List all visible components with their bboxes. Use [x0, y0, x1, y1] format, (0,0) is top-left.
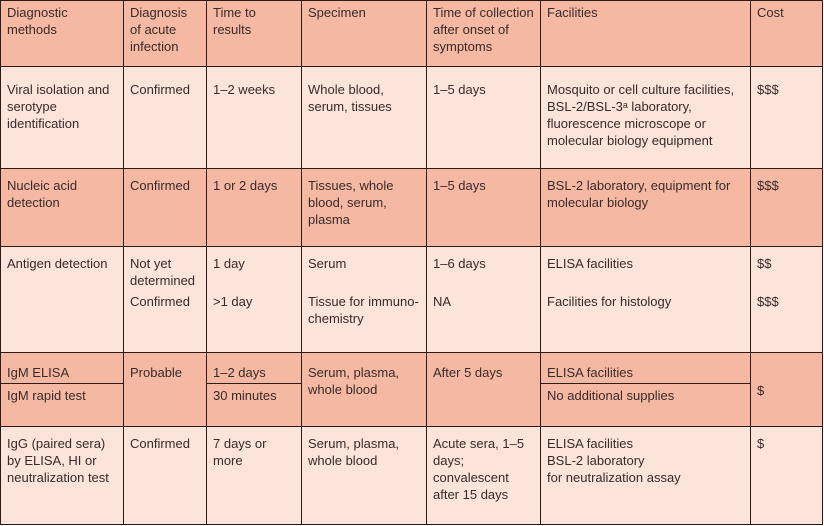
cell-collection: 1–5 days: [427, 169, 541, 247]
cell-specimen: Whole blood, serum, tissues: [302, 67, 427, 169]
collection-antigen-a: 1–6 days: [433, 256, 486, 271]
cell-time: 7 days or more: [207, 427, 302, 525]
specimen-serum: Serum: [308, 256, 347, 271]
diagnosis-undetermined: Not yet determined: [130, 256, 196, 288]
specimen-tissue: Tissue for immuno-chemistry: [308, 294, 419, 326]
cell-facilities: BSL-2 laboratory, equipment for molecular biology: [541, 169, 751, 247]
header-diagnosis: Diagnosis of acute infection: [124, 1, 207, 67]
header-row: [1, 1, 823, 67]
time-antigen-tissue: >1 day: [213, 294, 253, 309]
diagnosis-confirmed: Confirmed: [130, 294, 190, 309]
cell-time: 1–2 weeks: [207, 67, 302, 169]
cell-facilities: Mosquito or cell culture facilities, BSL-2/BSL-3ᵃ laboratory, fluorescence microscope or molecular biology equipment: [541, 67, 751, 169]
header-specimen: Specimen: [302, 1, 427, 67]
cell-diagnosis: [124, 247, 207, 353]
facilities-igg-bsl2: BSL-2 laboratory: [547, 453, 645, 468]
time-igm-rapid: 30 minutes: [213, 388, 277, 403]
header-time: Time to results: [207, 1, 302, 67]
cell-method: Antigen detection: [1, 247, 124, 353]
facilities-igm-rapid: No additional supplies: [547, 388, 675, 403]
table-row-igm: [1, 353, 823, 427]
cell-time: [207, 353, 302, 427]
header-methods: Diagnostic methods: [1, 1, 124, 67]
cell-specimen: [302, 247, 427, 353]
facilities-elisa: ELISA facilities: [547, 256, 633, 271]
cell-collection: 1–5 days: [427, 67, 541, 169]
cell-cost: $$$: [751, 169, 823, 247]
cell-method: Viral isolation and serotype identification: [1, 67, 124, 169]
table-row-igg: [1, 427, 823, 525]
cell-time: [207, 247, 302, 353]
header-collection: Time of collection after onset of symptoms: [427, 1, 541, 67]
facilities-histology: Facilities for histology: [547, 294, 672, 309]
cell-diagnosis: Confirmed: [124, 67, 207, 169]
cell-specimen: Tissues, whole blood, serum, plasma: [302, 169, 427, 247]
facilities-igm-elisa: ELISA facilities: [541, 353, 750, 384]
header-cost: Cost: [751, 1, 823, 67]
cell-facilities: [541, 247, 751, 353]
facilities-igg-elisa: ELISA facilities: [547, 436, 633, 451]
cell-diagnosis: Confirmed: [124, 427, 207, 525]
facilities-igg-neutralization: for neutralization assay: [547, 470, 681, 485]
cell-facilities: [541, 427, 751, 525]
cell-specimen: Serum, plasma, whole blood: [302, 353, 427, 427]
table-row-viral: [1, 67, 823, 169]
cost-antigen-a: $$: [757, 256, 772, 271]
cell-specimen: Serum, plasma, whole blood: [302, 427, 427, 525]
cell-time: 1 or 2 days: [207, 169, 302, 247]
cell-method: IgG (paired sera) by ELISA, HI or neutralization test: [1, 427, 124, 525]
cell-cost: $: [751, 353, 823, 427]
header-facilities: Facilities: [541, 1, 751, 67]
cell-diagnosis: Probable: [124, 353, 207, 427]
cell-collection: Acute sera, 1–5 days; convalescent after 15 days: [427, 427, 541, 525]
cell-cost: $: [751, 427, 823, 525]
cell-method: Nucleic acid detection: [1, 169, 124, 247]
cell-diagnosis: Confirmed: [124, 169, 207, 247]
method-igm-rapid: IgM rapid test: [7, 388, 86, 403]
cell-collection: [427, 247, 541, 353]
method-igm-elisa: IgM ELISA: [1, 353, 123, 384]
cell-collection: After 5 days: [427, 353, 541, 427]
cost-antigen-b: $$$: [757, 294, 779, 309]
cell-facilities: [541, 353, 751, 427]
time-igm-elisa: 1–2 days: [207, 353, 301, 384]
table-row-antigen: [1, 247, 823, 353]
collection-antigen-b: NA: [433, 294, 452, 309]
time-antigen-serum: 1 day: [213, 256, 245, 271]
cell-cost: $$$: [751, 67, 823, 169]
cell-cost: [751, 247, 823, 353]
table-row-nucleic: [1, 169, 823, 247]
cell-method: [1, 353, 124, 427]
